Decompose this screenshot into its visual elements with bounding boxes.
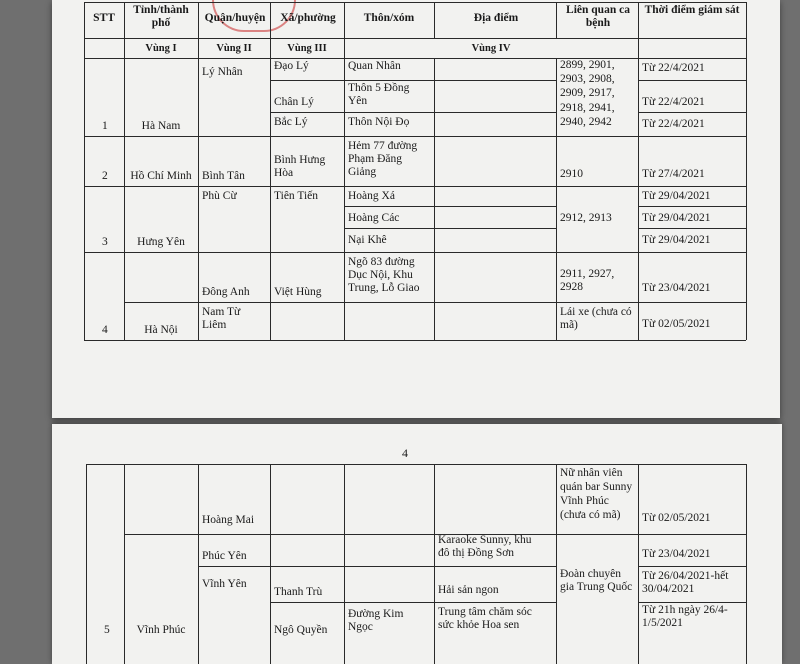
table-line bbox=[638, 602, 746, 603]
date-cell: Từ 02/05/2021 bbox=[642, 318, 711, 330]
table-line bbox=[638, 112, 746, 113]
date-cell: Từ 29/04/2021 bbox=[642, 190, 711, 202]
date-cell: Từ 27/4/2021 bbox=[642, 168, 705, 180]
zone-1: Vùng I bbox=[145, 43, 177, 54]
date-cell: Từ 29/04/2021 bbox=[642, 234, 711, 246]
row-stt: 3 bbox=[102, 236, 108, 248]
table-line bbox=[270, 112, 556, 113]
district-cell: Đông Anh bbox=[202, 286, 250, 298]
date-cell: Từ 22/4/2021 bbox=[642, 96, 705, 108]
ward-cell: Đạo Lý bbox=[274, 60, 309, 72]
row-stt: 5 bbox=[104, 624, 110, 636]
date-cell: Từ 22/4/2021 bbox=[642, 62, 705, 74]
district-cell: Lý Nhân bbox=[202, 66, 243, 78]
location-cell: Hải sản ngon bbox=[438, 584, 499, 596]
table-line bbox=[746, 2, 747, 340]
table-line bbox=[556, 58, 557, 340]
cases-cell: 2912, 2913 bbox=[560, 212, 612, 224]
date-cell: Từ 23/04/2021 bbox=[642, 282, 711, 294]
cases-cell: Đoàn chuyên gia Trung Quốc bbox=[560, 568, 633, 593]
table-line bbox=[84, 38, 746, 39]
district-cell: Hoàng Mai bbox=[202, 514, 255, 526]
table-line bbox=[638, 228, 746, 229]
table-line bbox=[344, 228, 556, 229]
table-line bbox=[84, 2, 746, 3]
ward-cell: Tiên Tiến bbox=[274, 190, 319, 202]
hamlet-cell: Thôn Nội Đọ bbox=[348, 116, 410, 128]
header-monitoring-date: Thời điểm giám sát bbox=[644, 4, 740, 16]
cases-cell: 2911, 2927, 2928 bbox=[560, 268, 615, 293]
district-cell: Phúc Yên bbox=[202, 550, 247, 562]
district-cell: Phù Cừ bbox=[202, 190, 237, 202]
document-page-2 bbox=[52, 424, 782, 664]
zone-4: Vùng IV bbox=[471, 43, 511, 54]
province-cell: Hồ Chí Minh bbox=[130, 170, 192, 182]
table-line bbox=[198, 566, 556, 567]
table-line bbox=[270, 80, 556, 81]
hamlet-cell: Ngõ 83 đường Dục Nội, Khu Trung, Lỗ Giao bbox=[348, 256, 420, 294]
table-line bbox=[556, 464, 557, 664]
table-line bbox=[84, 2, 85, 340]
table-line bbox=[638, 2, 639, 340]
table-line bbox=[84, 252, 746, 253]
header-ward: Xã/phường bbox=[280, 12, 336, 24]
header-cases: Liên quan ca bệnh bbox=[566, 4, 630, 29]
district-cell: Bình Tân bbox=[202, 170, 245, 182]
table-line bbox=[344, 464, 345, 664]
table-line bbox=[638, 566, 746, 567]
date-cell: Từ 23/04/2021 bbox=[642, 548, 711, 560]
cases-cell: Lái xe (chưa có mã) bbox=[560, 306, 632, 331]
header-hamlet: Thôn/xóm bbox=[363, 12, 415, 24]
table-line bbox=[124, 534, 746, 535]
location-cell: Karaoke Sunny, khu đô thị Đồng Sơn bbox=[438, 534, 532, 559]
table-line bbox=[434, 58, 435, 340]
row-stt: 2 bbox=[102, 170, 108, 182]
district-cell: Vĩnh Yên bbox=[202, 578, 247, 590]
table-line bbox=[86, 464, 87, 664]
ward-cell: Chân Lý bbox=[274, 96, 314, 108]
table-line bbox=[86, 464, 746, 465]
hamlet-cell: Hẻm 77 đường Phạm Đăng Giảng bbox=[348, 140, 418, 178]
table-line bbox=[638, 80, 746, 81]
cases-cell: 2910 bbox=[560, 168, 583, 180]
row-stt: 4 bbox=[102, 324, 108, 336]
ward-cell: Bắc Lý bbox=[274, 116, 308, 128]
table-line bbox=[84, 136, 746, 137]
date-cell: Từ 21h ngày 26/4- 1/5/2021 bbox=[642, 604, 728, 629]
hamlet-cell: Quan Nhân bbox=[348, 60, 401, 72]
province-cell: Vĩnh Phúc bbox=[136, 624, 186, 636]
date-cell: Từ 02/05/2021 bbox=[642, 512, 711, 524]
ward-cell: Bình Hưng Hòa bbox=[274, 154, 326, 179]
hamlet-cell: Hoàng Xá bbox=[348, 190, 395, 202]
province-cell: Hà Nội bbox=[144, 324, 178, 336]
table-line bbox=[124, 302, 746, 303]
cases-cell: Nữ nhân viên quán bar Sunny Vĩnh Phúc (chưa có mã) bbox=[560, 467, 633, 521]
table-line bbox=[556, 2, 557, 38]
table-line bbox=[270, 602, 556, 603]
ward-cell: Việt Hùng bbox=[274, 286, 322, 298]
table-line bbox=[638, 464, 639, 664]
table-line bbox=[270, 464, 271, 664]
table-line bbox=[344, 206, 556, 207]
table-line bbox=[198, 464, 199, 664]
zone-3: Vùng III bbox=[287, 43, 327, 54]
table-line bbox=[434, 464, 435, 664]
district-cell: Nam Từ Liêm bbox=[202, 306, 241, 331]
ward-cell: Ngô Quyền bbox=[274, 624, 328, 636]
hamlet-cell: Đường Kim Ngọc bbox=[348, 608, 404, 633]
date-cell: Từ 29/04/2021 bbox=[642, 212, 711, 224]
table-line bbox=[84, 58, 746, 59]
province-cell: Hưng Yên bbox=[137, 236, 185, 248]
zone-2: Vùng II bbox=[216, 43, 252, 54]
table-line bbox=[84, 186, 746, 187]
header-stt: STT bbox=[93, 12, 115, 24]
location-cell: Trung tâm chăm sóc sức khỏe Hoa sen bbox=[438, 606, 532, 631]
table-line bbox=[434, 2, 435, 38]
table-line bbox=[638, 206, 746, 207]
table-line bbox=[746, 464, 747, 664]
document-page-1 bbox=[52, 0, 780, 418]
hamlet-cell: Thôn 5 Đồng Yên bbox=[348, 82, 410, 107]
header-location: Địa điểm bbox=[473, 12, 519, 24]
cases-cell: 2899, 2901, 2903, 2908, 2909, 2917, 2918, 2941, 2940, 2942 bbox=[560, 59, 615, 128]
header-district: Quận/huyện bbox=[204, 12, 266, 24]
ward-cell: Thanh Trù bbox=[274, 586, 323, 598]
header-province: Tỉnh/thành phố bbox=[133, 4, 189, 29]
table-line bbox=[84, 340, 746, 341]
province-cell: Hà Nam bbox=[141, 120, 181, 132]
date-cell: Từ 26/04/2021-hết 30/04/2021 bbox=[642, 570, 729, 595]
hamlet-cell: Hoàng Các bbox=[348, 212, 400, 224]
page-number: 4 bbox=[402, 446, 408, 460]
date-cell: Từ 22/4/2021 bbox=[642, 118, 705, 130]
row-stt: 1 bbox=[102, 120, 108, 132]
hamlet-cell: Nại Khê bbox=[348, 234, 387, 246]
